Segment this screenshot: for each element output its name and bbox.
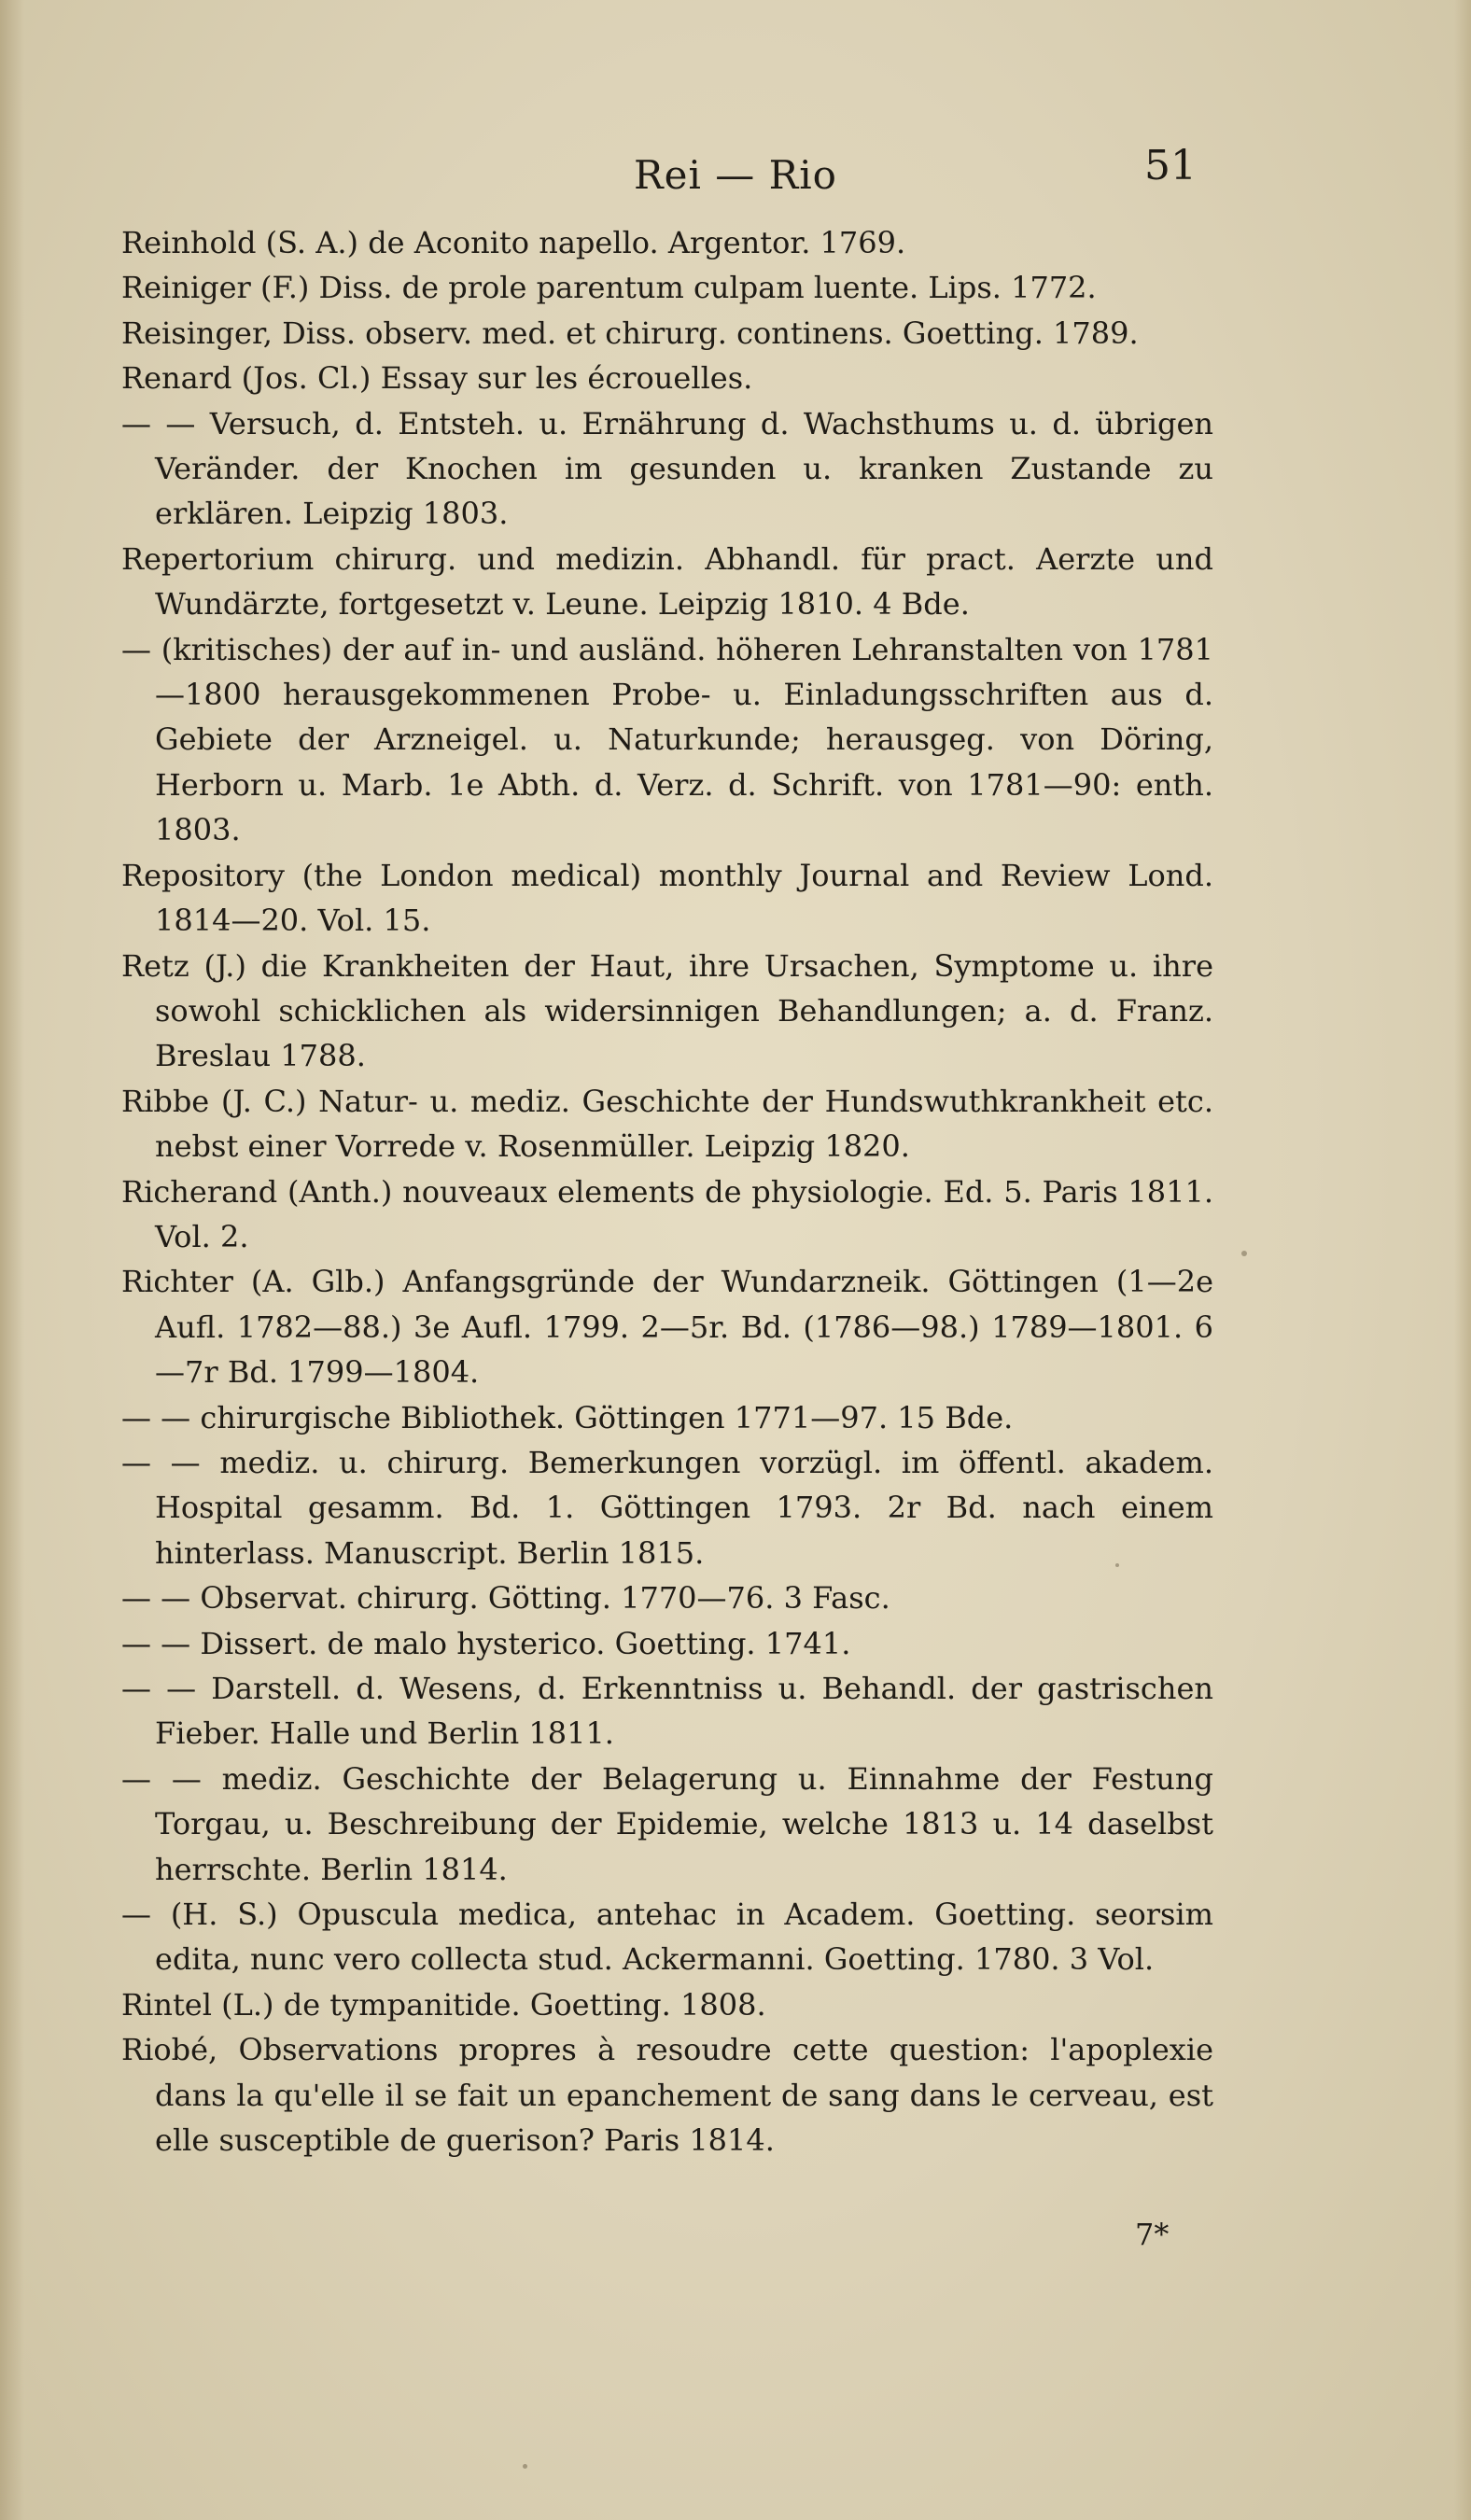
bibliography-entry: — — Observat. chirurg. Götting. 1770—76. 3 Fasc. [121, 1580, 890, 1617]
bibliography-entry: Repertorium chirurg. und medizin. Abhandl. für pract. Aerzte und Wundärzte, fortgesetzt v. Leune. Leipzig 1810. 4 Bde. [121, 540, 1213, 623]
bibliography-entry: Riobé, Observations propres à resoudre cette question: l'apoplexie dans la qu'elle il se fait un epanchement de sang dans le cerveau, est elle susceptible de guerison? Paris 1814. [121, 2032, 1213, 2159]
bibliography-entry: Richerand (Anth.) nouveaux elements de physiologie. Ed. 5. Paris 1811. Vol. 2. [121, 1173, 1213, 1254]
bibliography-entry: — — Dissert. de malo hysterico. Goetting. 1741. [121, 1625, 851, 1661]
bibliography-entry: — — Versuch, d. Entsteh. u. Ernährung d. Wachsthums u. d. übrigen Veränder. der Knochen im gesunden u. kranken Zustande zu erklären. Leipzig 1803. [121, 405, 1213, 532]
bibliography-entry: — — chirurgische Bibliothek. Göttingen 1771—97. 15 Bde. [121, 1399, 1014, 1435]
bibliography-entry: — — Darstell. d. Wesens, d. Erkenntniss u. Behandl. der gastrischen Fieber. Halle und Berlin 1811. [121, 1671, 1213, 1752]
bibliography-entry: Ribbe (J. C.) Natur- u. mediz. Geschichte der Hundswuthkrankheit etc. nebst einer Vorrede v. Rosenmüller. Leipzig 1820. [121, 1083, 1213, 1165]
bibliography-entry: Repository (the London medical) monthly Journal and Review Lond. 1814—20. Vol. 15. [121, 857, 1213, 939]
bibliography-entry: — — mediz. u. chirurg. Bemerkungen vorzügl. im öffentl. akadem. Hospital gesamm. Bd. 1. Göttingen 1793. 2r Bd. nach einem hinterlass. Manuscript. Berlin 1815. [121, 1444, 1213, 1571]
bibliography-entry: Reiniger (F.) Diss. de prole parentum culpam luente. Lips. 1772. [121, 270, 1097, 306]
page-number: 51 [1144, 142, 1197, 189]
bibliography-entry: — (kritisches) der auf in- und ausländ. höheren Lehranstalten von 1781—1800 herausgekommenen Probe- u. Einladungsschriften aus d. Gebiete der Arzneigel. u. Naturkunde; herausgeg. von Döring, Herborn u. Marb. 1e Abth. d. Verz. d. Schrift. von 1781—90: enth. 1803. [121, 631, 1213, 848]
bibliography-entry: Renard (Jos. Cl.) Essay sur les écrouelles. [121, 360, 753, 397]
bibliography-entry: Reisinger, Diss. observ. med. et chirurg. continens. Goetting. 1789. [121, 315, 1139, 351]
page-edge-left [0, 0, 24, 2520]
bibliography-entry: Reinhold (S. A.) de Aconito napello. Argentor. 1769. [121, 225, 906, 260]
paper-speck [523, 2464, 527, 2469]
bibliography-entry: Retz (J.) die Krankheiten der Haut, ihre Ursachen, Symptome u. ihre sowohl schicklichen als widersinnigen Behandlungen; a. d. Franz. Breslau 1788. [121, 947, 1213, 1074]
bibliography-entry: — — mediz. Geschichte der Belagerung u. Einnahme der Festung Torgau, u. Beschreibung der Epidemie, welche 1813 u. 14 daselbst herrschte. Berlin 1814. [121, 1760, 1213, 1887]
bibliography-entries [121, 220, 1213, 2163]
bibliography-entry: Rintel (L.) de tympanitide. Goetting. 1808. [121, 1986, 766, 2023]
signature-mark: 7* [1135, 2217, 1170, 2252]
paper-speck [1115, 1563, 1119, 1567]
paper-speck [1241, 1251, 1247, 1256]
bibliography-entry: — (H. S.) Opuscula medica, antehac in Academ. Goetting. seorsim edita, nunc vero collecta stud. Ackermanni. Goetting. 1780. 3 Vol. [121, 1897, 1213, 1978]
running-head: Rei — Rio [634, 152, 837, 198]
bibliography-entry: Richter (A. Glb.) Anfangsgründe der Wundarzneik. Göttingen (1—2e Aufl. 1782—88.) 3e Aufl. 1799. 2—5r. Bd. (1786—98.) 1789—1801. 6—7r Bd. 1799—1804. [121, 1264, 1213, 1391]
page-edge-right [1454, 0, 1471, 2520]
